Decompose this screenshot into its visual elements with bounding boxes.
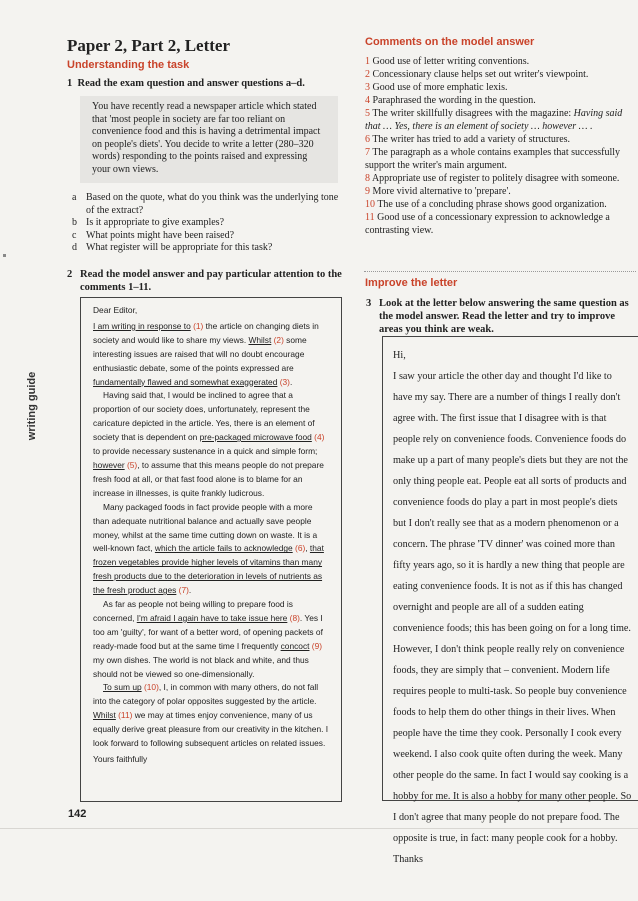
side-label: writing guide: [26, 371, 39, 441]
text-segment: As far as people not being willing to prepare food is concerned,: [93, 599, 293, 623]
question-1: [67, 77, 342, 90]
question-item: [72, 192, 344, 217]
side-tab: [26, 370, 46, 450]
exam-task-box: You have recently read a newspaper article which stated that 'most people in society are far too reliant on convenience food and this is having a detrimental impact on people's diets'. You decide to write a letter (280–320 words) responding to the points raised and expressing your own views.: [80, 96, 338, 183]
comment-item: [365, 185, 637, 198]
comment-reference: (6): [292, 543, 306, 554]
comment-item: [365, 81, 637, 94]
comment-reference: (10): [141, 682, 159, 693]
comment-item: [365, 198, 637, 211]
question-number: 2: [67, 269, 73, 280]
comment-text: More vivid alternative to 'prepare'.: [372, 186, 511, 197]
comments-heading: Comments on the model answer: [365, 36, 535, 48]
comment-item: [365, 146, 637, 172]
text-segment: Having said that, I would be inclined to agree that a proportion of our society does, unfortunately, represent the caricature depicted in the article. Yes, there is an element of society that is dependent on: [93, 390, 315, 443]
comment-text: Concessionary clause helps set out writer's viewpoint.: [372, 69, 589, 80]
improve-heading: Improve the letter: [365, 277, 458, 289]
question-text: Read the exam question and answer questions a–d.: [77, 78, 305, 89]
comment-reference: (2): [271, 334, 284, 345]
highlighted-phrase: pre-packaged microwave food: [199, 432, 312, 443]
text-segment: , to assume that this means people do not prepare fresh food at all, or that fast food alone is to blame for an increase in illnesses, is quite frankly ludicrous.: [93, 459, 324, 498]
comment-number: 1: [365, 56, 370, 67]
question-3: [366, 297, 638, 337]
comment-text: Good use of a concessionary expression to acknowledge a contrasting view.: [365, 212, 610, 236]
question-2: [67, 268, 342, 294]
highlighted-phrase: Whilst: [248, 334, 272, 345]
comment-number: 4: [365, 95, 370, 106]
text-segment: to provide necessary sustenance in a quick and simple form;: [93, 446, 318, 457]
question-letter: b: [72, 217, 77, 228]
page-title: Paper 2, Part 2, Letter: [67, 36, 231, 55]
highlighted-phrase: however: [93, 459, 125, 470]
question-item: [72, 230, 344, 243]
text-segment: Many packaged foods in fact provide people with a more than adequate nutritional balance and actually save people money, whilst at the same time cutting down on waste. It is a well-known fact,: [93, 501, 318, 554]
question-text: Look at the letter below answering the same question as the model answer. Read the letter and try to improve areas you think are weak.: [379, 298, 629, 336]
question-text: What points might have been raised?: [86, 229, 235, 241]
model-answer-letter: [80, 297, 342, 802]
text-segment: .: [188, 585, 192, 596]
question-letter: a: [72, 192, 77, 203]
text-segment: .: [289, 376, 293, 387]
comment-number: 10: [365, 199, 375, 210]
question-text: Read the model answer and pay particular attention to the comments 1–11.: [80, 269, 342, 293]
letter-body: I saw your article the other day and thought I'd like to have my say. There are a number of things I really don't agree with. The first issue that I disagree with is that people rely on convenience foods. Convenience foods do make up a part of many people's diets but they are not the only thing people eat. People eat all sorts of products and convenience foods do play a part in most people's diets but I don't really see that as a modern phenomenon or a concern. The phrase 'TV dinner' was coined more than fifty years ago, so it is hardly a new thing that people are eating convenience foods. It is not as if this has changed overnight and people are all of a sudden eating convenience foods; this has been going on for a long time. However, I don't think people really rely on convenience foods, they are simply that – convenient. Modern life requires people to multi-task. So people buy convenience foods to help them do other things in their lives. When people have the time they cook. Personally I cook every weekend. I also cook quite often during the week. Many other people do the same. In fact I would say cooking is a hobby for me. It is also a hobby for many other people. So I don't agree that many people do not prepare food. The opposite is true, in fact: many people cook for a hobby.: [393, 371, 632, 844]
letter-paragraph-1: [93, 320, 329, 390]
highlighted-phrase: that frozen vegetables provide higher levels of vitamins than many fresh products due to the deterioration in levels of nutrients as the fresh product ages: [93, 543, 324, 596]
comment-text: The paragraph as a whole contains examples that successfully support the writer's main argument.: [365, 147, 621, 171]
question-letter: d: [72, 242, 77, 253]
comment-example: Having said that … Yes, there is an element of society … however … .: [365, 108, 623, 132]
comments-list: [365, 55, 637, 237]
comment-number: 7: [365, 147, 370, 158]
comment-reference: (9): [309, 640, 323, 651]
question-list: [72, 192, 344, 255]
comment-text: Appropriate use of register to politely disagree with someone.: [371, 173, 620, 184]
question-letter: c: [72, 229, 77, 241]
page-number: 142: [68, 808, 87, 820]
weak-letter: [382, 336, 638, 865]
comment-number: 3: [365, 82, 370, 93]
comment-number: 9: [365, 186, 370, 197]
comment-number: 2: [365, 69, 370, 80]
comment-item: [365, 94, 637, 107]
text-segment: . Yes I too am 'guilty', for want of a better word, of opening packets of ready-made food but at the same time I frequently: [93, 612, 323, 651]
comment-reference: (11): [115, 710, 133, 721]
text-segment: , I, in common with many others, do not fall into the category of polar opposites suggested by the article.: [93, 682, 319, 707]
comment-text: Good use of more emphatic lexis.: [372, 82, 508, 93]
comment-reference: (4): [311, 432, 325, 443]
section-heading-understanding: Understanding the task: [67, 59, 190, 71]
margin-mark: [3, 254, 6, 257]
question-number: 1: [67, 78, 73, 89]
question-text: What register will be appropriate for this task?: [86, 242, 273, 253]
letter-greeting: Hi,: [393, 350, 406, 361]
letter-paragraph-5: [93, 681, 329, 751]
comment-reference: (1): [190, 320, 204, 331]
highlighted-phrase: Whilst: [93, 710, 116, 721]
comment-item: [365, 55, 637, 68]
comment-text: The writer has tried to add a variety of structures.: [372, 134, 571, 145]
text-segment: my own dishes. The world is not black and white, and thus should not be viewed so one-dimensionally.: [93, 654, 309, 679]
comment-item: [365, 133, 637, 146]
highlighted-phrase: fundamentally flawed and somewhat exaggerated: [93, 376, 278, 387]
highlighted-phrase: which the article fails to acknowledge: [154, 543, 293, 554]
question-item: [72, 242, 344, 255]
comment-reference: (3): [277, 376, 290, 387]
comment-reference: (5): [124, 459, 138, 470]
comment-text: The writer skillfully disagrees with the magazine:: [372, 108, 574, 119]
highlighted-phrase: To sum up: [103, 682, 142, 693]
question-number: 3: [366, 298, 372, 309]
comment-reference: (7): [176, 585, 189, 596]
question-text: Is it appropriate to give examples?: [86, 217, 225, 228]
text-segment: we may at times enjoy convenience, many of us equally derive great pleasure from our creativity in the kitchen. I look forward to following subsequent articles on related issues.: [93, 710, 329, 749]
comment-text: Good use of letter writing conventions.: [372, 56, 530, 67]
text-segment: some interesting issues are raised that will no doubt encourage enthusiastic debate, some of the points expressed are: [93, 334, 307, 373]
comment-item: [365, 68, 637, 81]
highlighted-phrase: concoct: [280, 640, 310, 651]
highlighted-phrase: I'm afraid I again have to take issue here: [136, 612, 288, 623]
comment-number: 11: [365, 212, 375, 223]
comment-number: 5: [365, 108, 370, 119]
letter-signoff: Yours faithfully: [93, 754, 148, 764]
comment-reference: (8): [287, 612, 300, 623]
letter-paragraph-4: [93, 598, 329, 681]
comment-item: [365, 211, 637, 237]
comment-number: 6: [365, 134, 370, 145]
comment-text: The use of a concluding phrase shows good organization.: [377, 199, 607, 210]
footer-line: [0, 828, 638, 829]
question-text: Based on the quote, what do you think was the underlying tone of the extract?: [86, 192, 339, 216]
letter-signoff: Thanks: [393, 854, 423, 865]
comment-item: [365, 107, 637, 133]
letter-paragraph-2: [93, 389, 329, 500]
comment-number: 8: [365, 173, 370, 184]
letter-paragraph-3: [93, 501, 329, 598]
section-divider: [364, 271, 636, 272]
comment-item: [365, 172, 637, 185]
comment-text: Paraphrased the wording in the question.: [372, 95, 536, 106]
highlighted-phrase: I am writing in response to: [93, 320, 191, 331]
question-item: [72, 217, 344, 230]
text-segment: the article on changing diets in society and would like to share my views.: [93, 320, 319, 345]
letter-greeting: Dear Editor,: [93, 305, 138, 315]
text-segment: ,: [305, 543, 310, 554]
